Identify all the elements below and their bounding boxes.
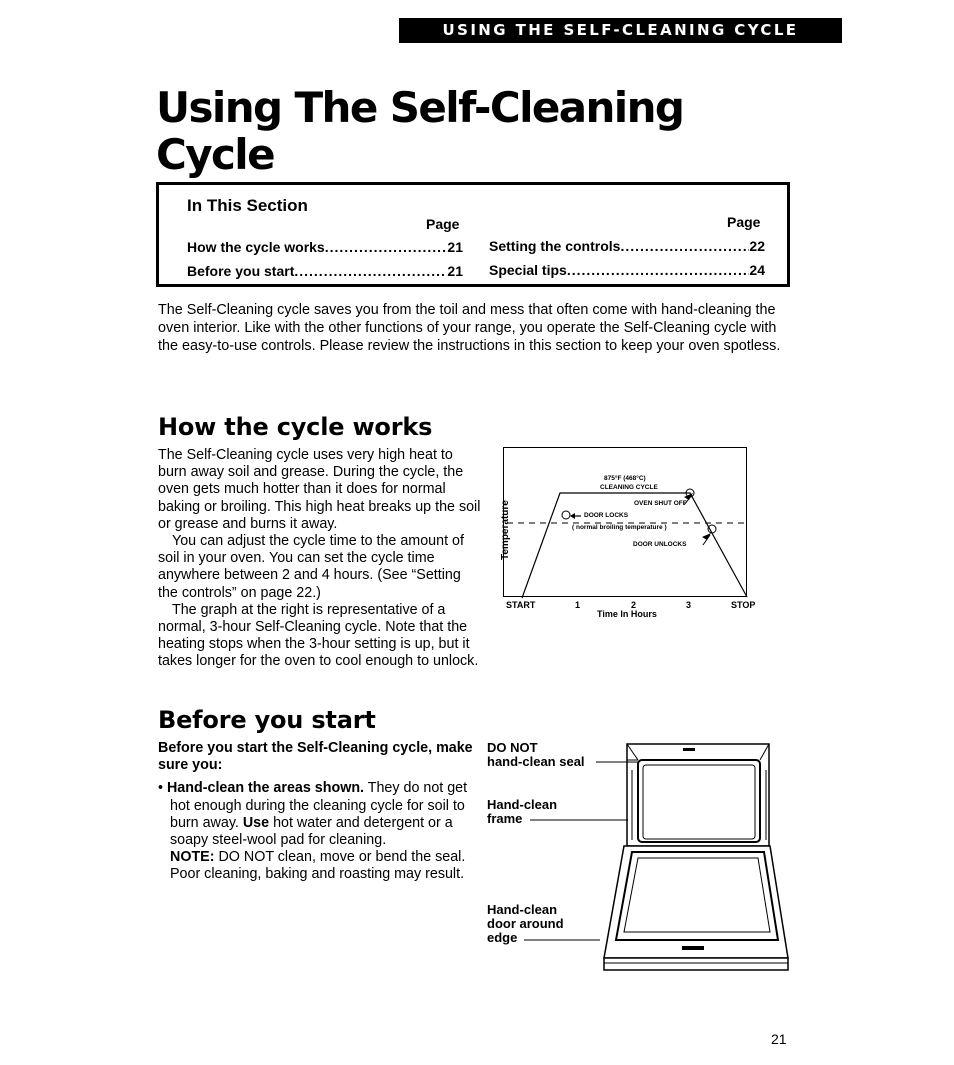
toc-entry-label: Setting the controls [489,238,621,254]
toc-page-label-left: Page [426,216,460,232]
label-door-2: door around [487,916,564,931]
how-p2: You can adjust the cycle time to the amount of soil in your oven. You can set the cycle time anywhere between 2 and 4 hours. (See “Setting the controls” on page 22.) [158,533,464,601]
label-frame-1: Hand-clean [487,797,558,812]
section-banner: USING THE SELF-CLEANING CYCLE [399,18,842,43]
graph-door-unlocks: DOOR UNLOCKS [633,541,687,548]
graph-tick-1: 1 [575,600,581,610]
before-lead: Before you start the Self-Cleaning cycle, make sure you: [158,740,473,774]
graph-tick-3: 3 [686,600,692,610]
latch-icon [683,748,695,751]
before-note: NOTE: DO NOT clean, move or bend the seal. Poor cleaning, baking and roasting may result. [170,849,466,883]
how-p1: The Self-Cleaning cycle uses very high heat to burn away soil and grease. During the cycle, the oven gets much hotter than it does for normal baking or broiling. This high heat breaks up the soil or grease and burns it away. [158,447,481,532]
label-seal: hand-clean seal [487,754,585,769]
before-you-start-heading: Before you start [158,706,376,734]
graph-normal-temp: ( normal broiling temperature ) [572,524,667,531]
oven-door [604,846,788,958]
label-door-1: Hand-clean [487,902,558,917]
toc-entry-label: Special tips [489,262,567,278]
graph-peak-label: CLEANING CYCLE [600,484,658,491]
graph-peak-temp: 875°F (468°C) [604,475,646,482]
page-number: 21 [771,1031,787,1047]
graph-oven-shut-off: OVEN SHUT OFF [634,500,687,507]
toc-entry-label: How the cycle works [187,239,325,255]
label-do-not: DO NOT [487,740,538,755]
graph-tick-2: 2 [631,600,637,610]
page-title-line2: Cycle [156,130,274,179]
before-bullet: • Hand-clean the areas shown. They do not get hot enough during the cleaning cycle for soil to burn away. Use hot water and detergent or a soapy steel-wool pad for cleaning. [158,780,468,849]
toc-entry-page: 21 [447,239,463,255]
label-door-3: edge [487,930,518,945]
graph-tick-start: START [506,600,536,610]
how-cycle-works-heading: How the cycle works [158,413,433,441]
toc-entry-page: 22 [749,238,765,254]
toc-heading: In This Section [187,196,308,215]
toc-entry-page: 21 [447,263,463,279]
toc-page-label-right: Page [727,214,761,230]
graph-y-label: Temperature [500,500,511,560]
intro-paragraph: The Self-Cleaning cycle saves you from the toil and mess that often come with hand-cleaning the oven interior. Like with the other functions of your range, you operate the Self-Cleaning cycle with the easy-to-use controls. Please review the instructions in this section to keep your oven spotless. [158,302,781,354]
oven-cavity [638,760,760,842]
graph-x-label: Time In Hours [597,609,657,619]
how-p3: The graph at the right is representative of a normal, 3-hour Self-Cleaning cycle. Note that the heating stops when the 3-hour setting is up, but it takes longer for the oven to cool enough to unlock. [158,601,479,670]
door-handle [682,946,704,950]
page-title-line1: Using The Self-Cleaning [156,83,684,132]
toc-entry-page: 24 [749,262,765,278]
before-bullet-bold: Hand-clean the areas shown. [166,780,365,797]
toc-entry-label: Before you start [187,263,295,279]
label-frame-2: frame [487,811,523,826]
graph-door-locks: DOOR LOCKS [584,512,629,519]
graph-tick-stop: STOP [731,600,756,610]
